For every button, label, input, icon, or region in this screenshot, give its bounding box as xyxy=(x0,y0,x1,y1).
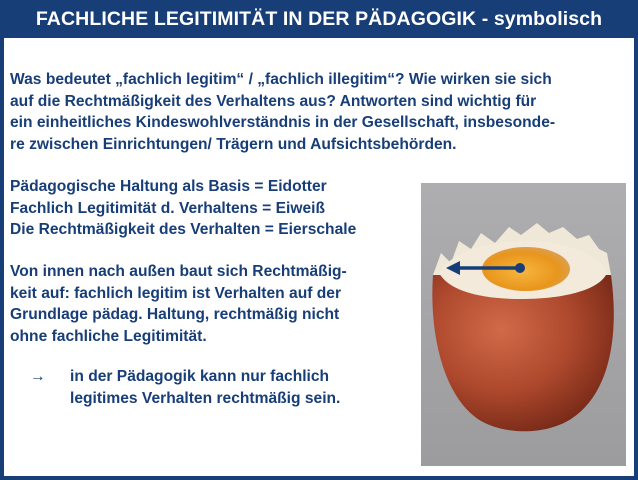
pointer-dot xyxy=(515,263,525,273)
buildup-line: Grundlage pädag. Haltung, rechtmäßig nicht xyxy=(10,306,340,323)
slide-title: FACHLICHE LEGITIMITÄT IN DER PÄDAGOGIK - symbolisch xyxy=(0,0,638,38)
conclusion-line: in der Pädagogik kann nur fachlich xyxy=(70,368,330,385)
buildup-line: Von innen nach außen baut sich Rechtmäßig- xyxy=(10,263,347,280)
intro-line: auf die Rechtmäßigkeit des Verhaltens aus? Antworten sind wichtig für xyxy=(10,92,537,110)
egg-illustration xyxy=(421,183,626,466)
intro-line: ein einheitliches Kindeswohlverständnis in der Gesellschaft, insbesonde- xyxy=(10,114,556,131)
intro-paragraph xyxy=(10,69,555,155)
metaphor-line-yolk: Pädagogische Haltung als Basis = Eidotter xyxy=(10,178,327,195)
intro-line: Was bedeutet „fachlich legitim“ / „fachlich illegitim“? Wie wirken sie sich xyxy=(10,71,552,88)
right-arrow-icon: → xyxy=(30,368,46,385)
buildup-paragraph xyxy=(10,261,347,347)
intro-line: re zwischen Einrichtungen/ Trägern und Aufsichtsbehörden. xyxy=(10,135,457,153)
conclusion-line: legitimes Verhalten rechtmäßig sein. xyxy=(70,389,341,407)
buildup-line: ohne fachliche Legitimität. xyxy=(10,327,207,345)
conclusion-text xyxy=(70,366,340,409)
metaphor-line-white: Fachlich Legitimität d. Verhaltens = Eiweiß xyxy=(10,199,325,217)
buildup-line: keit auf: fachlich legitim ist Verhalten auf der xyxy=(10,284,342,302)
metaphor-list xyxy=(10,176,356,241)
metaphor-line-shell: Die Rechtmäßigkeit des Verhalten = Eierschale xyxy=(10,221,357,238)
egg-image xyxy=(421,183,626,466)
